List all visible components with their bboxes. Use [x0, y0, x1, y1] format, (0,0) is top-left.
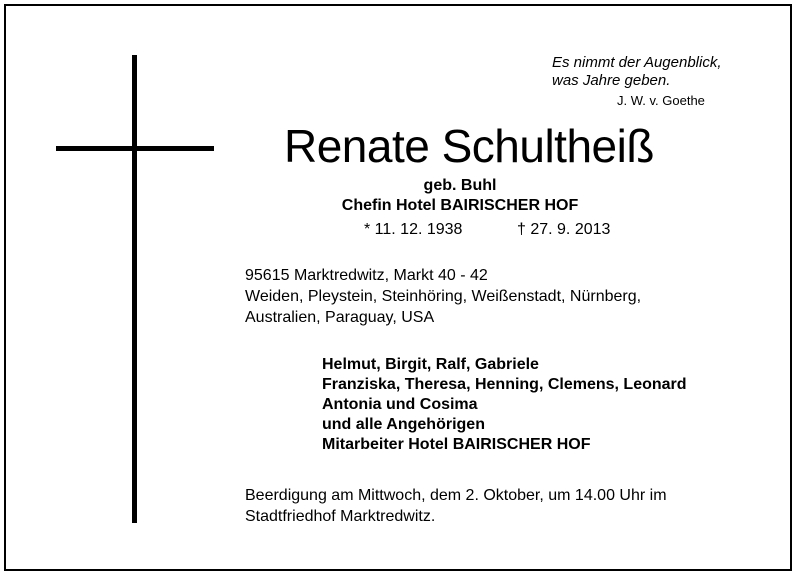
mourner-line: Mitarbeiter Hotel BAIRISCHER HOF: [322, 436, 591, 453]
deceased-name: Renate Schultheiß: [284, 120, 654, 172]
address-line: 95615 Marktredwitz, Markt 40 - 42: [245, 267, 488, 284]
cross-icon-horizontal: [56, 146, 214, 151]
funeral-line: Stadtfriedhof Marktredwitz.: [245, 508, 436, 525]
address-line: Australien, Paraguay, USA: [245, 309, 435, 326]
birth-date: * 11. 12. 1938: [364, 221, 463, 238]
mourner-line: Antonia und Cosima: [322, 396, 478, 413]
maiden-name: geb. Buhl: [423, 177, 497, 194]
funeral-line: Beerdigung am Mittwoch, dem 2. Oktober, um 14.00 Uhr im: [245, 487, 667, 504]
quote-author: J. W. v. Goethe: [617, 93, 705, 108]
death-date: † 27. 9. 2013: [517, 221, 611, 238]
quote-line: Es nimmt der Augenblick,: [552, 54, 722, 71]
mourner-line: Franziska, Theresa, Henning, Clemens, Leonard: [322, 376, 687, 393]
address-line: Weiden, Pleystein, Steinhöring, Weißenstadt, Nürnberg,: [245, 288, 642, 305]
goethe-quote: [552, 54, 722, 90]
mourner-line: und alle Angehörigen: [322, 416, 485, 433]
cross-icon-vertical: [132, 55, 137, 523]
mourner-line: Helmut, Birgit, Ralf, Gabriele: [322, 356, 539, 373]
family-locations: [245, 265, 641, 328]
mourners-list: [322, 355, 687, 455]
deceased-role: Chefin Hotel BAIRISCHER HOF: [341, 197, 579, 214]
quote-line: was Jahre geben.: [552, 72, 671, 89]
funeral-details: [245, 485, 667, 527]
